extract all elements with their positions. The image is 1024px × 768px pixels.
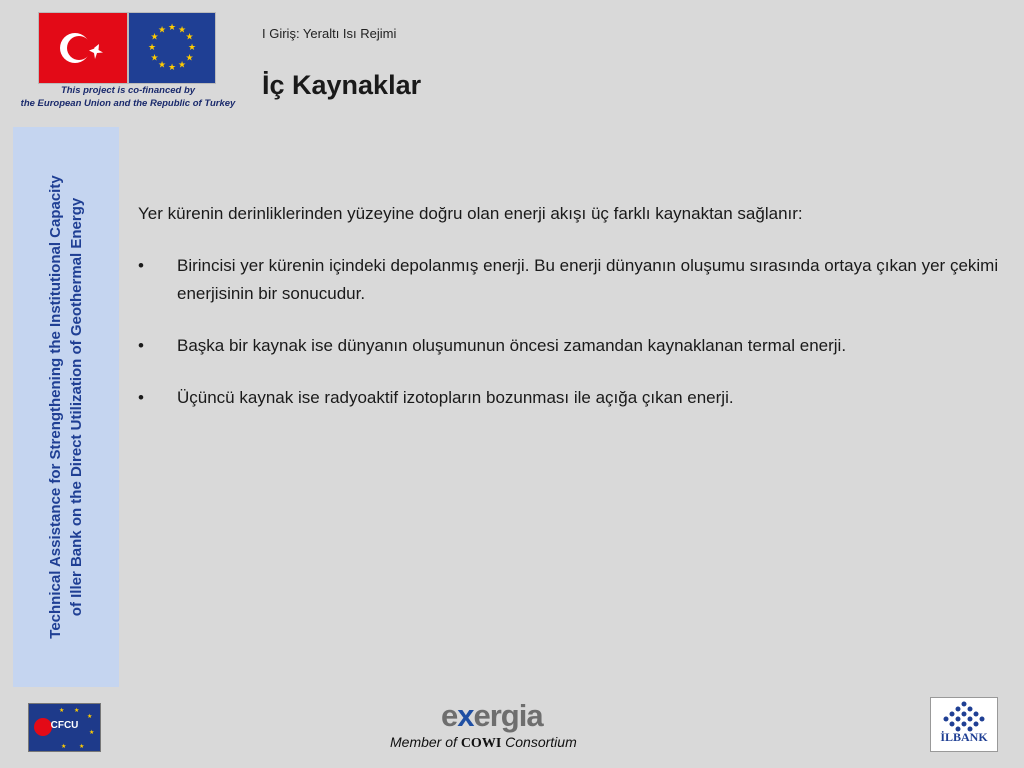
svg-text:★: ★ (74, 707, 80, 714)
ilbank-logo-text: İLBANK (940, 730, 988, 744)
svg-text:★: ★ (147, 43, 157, 53)
list-item-text: Birincisi yer kürenin içindeki depolanmış enerji. Bu enerji dünyanın oluşumu sırasında ortaya çıkan yer çekimi enerjisinin bir sonucudur. (177, 256, 999, 303)
svg-text:★: ★ (150, 53, 159, 64)
svg-text:★: ★ (167, 23, 177, 33)
member-suffix: Consortium (505, 734, 577, 750)
exergia-logo-e: e (441, 698, 458, 733)
svg-text:★: ★ (59, 707, 65, 714)
svg-text:★: ★ (61, 743, 67, 750)
exergia-logo (441, 698, 543, 734)
svg-text:★: ★ (89, 729, 95, 736)
svg-text:★: ★ (185, 53, 194, 64)
turkey-flag-icon (38, 12, 128, 84)
svg-text:★: ★ (79, 743, 85, 750)
svg-text:★: ★ (177, 25, 187, 36)
eu-flag-icon (128, 12, 216, 84)
exergia-logo-x: x (457, 698, 474, 733)
svg-text:★: ★ (185, 32, 194, 43)
list-item (138, 384, 1008, 412)
member-line (390, 734, 577, 752)
sidebar-band (13, 127, 119, 687)
intro-paragraph: Yer kürenin derinliklerinden yüzeyine doğru olan enerji akışı üç farklı kaynaktan sağlanır: (138, 204, 803, 223)
svg-text:★: ★ (157, 25, 167, 36)
sidebar-title-line-2: of Iller Bank on the Direct Utilization of Geothermal Energy (68, 197, 85, 617)
cofinanced-caption (0, 84, 256, 110)
cofinanced-line-1: This project is co-financed by (60, 85, 196, 96)
list-item (138, 332, 1008, 360)
header-flags (38, 12, 214, 84)
svg-text:★: ★ (167, 63, 177, 73)
page-title: İç Kaynaklar (262, 70, 422, 100)
breadcrumb: I Giriş: Yeraltı Isı Rejimi (262, 26, 397, 41)
bullet-icon: • (138, 256, 144, 275)
svg-text:★: ★ (187, 43, 197, 53)
ilbank-logo (930, 697, 998, 752)
svg-text:★: ★ (87, 713, 93, 720)
list-item-text: Başka bir kaynak ise dünyanın oluşumunun öncesi zamandan kaynaklanan termal enerji. (177, 336, 847, 355)
exergia-logo-rest: ergia (473, 698, 543, 733)
cofinanced-line-2: the European Union and the Republic of Turkey (20, 98, 236, 109)
list-item (138, 252, 1008, 308)
svg-text:★: ★ (177, 60, 187, 71)
cowi-logo: COWI (460, 736, 502, 751)
slide-content (138, 200, 1008, 436)
bullet-list (138, 252, 1008, 412)
bullet-icon: • (138, 336, 144, 355)
svg-text:★: ★ (157, 60, 167, 71)
cfcu-logo (28, 703, 101, 752)
sidebar-vertical-title (45, 137, 87, 677)
list-item-text: Üçüncü kaynak ise radyoaktif izotopların bozunması ile açığa çıkan enerji. (177, 388, 734, 407)
svg-text:★: ★ (150, 32, 159, 43)
sidebar-title-line-1: Technical Assistance for Strengthening the Institutional Capacity (47, 175, 64, 639)
cfcu-logo-text: CFCU (50, 720, 79, 731)
bullet-icon: • (138, 388, 144, 407)
member-prefix: Member of (390, 734, 457, 750)
